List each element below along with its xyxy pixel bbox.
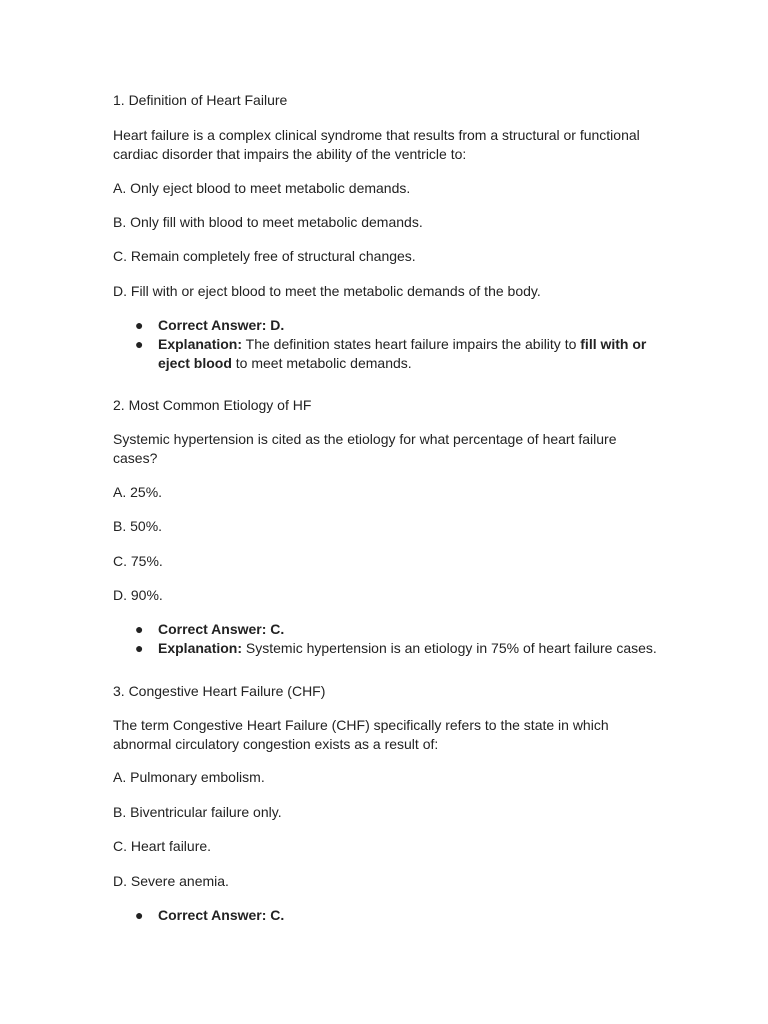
bullet-icon: ● — [135, 640, 144, 656]
q3-answer-label: Correct Answer: C. — [158, 907, 285, 923]
q3-title: 3. Congestive Heart Failure (CHF) — [113, 683, 326, 699]
q1-explanation-pre: The definition states heart failure impairs the ability to — [242, 336, 581, 352]
q3-option-b: B. Biventricular failure only. — [113, 804, 282, 820]
q1-explanation-label: Explanation: — [158, 336, 243, 352]
q3-stem: The term Congestive Heart Failure (CHF) specifically refers to the state in which abnormal circulatory congestion exists as a result of: — [113, 717, 609, 752]
q1-answer-list — [113, 316, 658, 373]
q1-correct-answer — [113, 316, 658, 335]
q2-stem: Systemic hypertension is cited as the etiology for what percentage of heart failure cases? — [113, 431, 617, 466]
q2-title: 2. Most Common Etiology of HF — [113, 397, 312, 413]
bullet-icon: ● — [135, 907, 144, 923]
q1-explanation-bold: fill with or eject blood — [158, 336, 647, 371]
q1-title: 1. Definition of Heart Failure — [113, 92, 288, 108]
bullet-icon: ● — [135, 336, 144, 352]
q2-option-a: A. 25%. — [113, 484, 163, 500]
q2-correct-answer — [113, 620, 658, 639]
q2-option-d: D. 90%. — [113, 587, 163, 603]
q2-option-b: B. 50%. — [113, 518, 163, 534]
q2-answer-label: Correct Answer: C. — [158, 621, 285, 637]
q1-option-c: C. Remain completely free of structural changes. — [113, 248, 416, 264]
q2-explanation — [113, 639, 658, 658]
q2-answer-list — [113, 620, 658, 658]
q1-stem: Heart failure is a complex clinical syndrome that results from a structural or functional cardiac disorder that impairs the ability of the ventricle to: — [113, 127, 640, 162]
q3-option-d: D. Severe anemia. — [113, 873, 229, 889]
q1-option-b: B. Only fill with blood to meet metabolic demands. — [113, 214, 423, 230]
q1-answer-label: Correct Answer: D. — [158, 317, 285, 333]
q2-explanation-label: Explanation: — [158, 640, 243, 656]
q1-explanation-post: to meet metabolic demands. — [231, 355, 412, 371]
q3-option-c: C. Heart failure. — [113, 838, 212, 854]
bullet-icon: ● — [135, 621, 144, 637]
q1-option-d: D. Fill with or eject blood to meet the metabolic demands of the body. — [113, 283, 541, 299]
q3-correct-answer — [113, 906, 658, 925]
q1-option-a: A. Only eject blood to meet metabolic demands. — [113, 180, 411, 196]
q1-explanation — [113, 335, 658, 373]
q2-option-c: C. 75%. — [113, 553, 163, 569]
bullet-icon: ● — [135, 317, 144, 333]
q3-answer-list — [113, 906, 658, 925]
q3-option-a: A. Pulmonary embolism. — [113, 769, 265, 785]
q2-explanation-text: Systemic hypertension is an etiology in 75% of heart failure cases. — [242, 640, 657, 656]
